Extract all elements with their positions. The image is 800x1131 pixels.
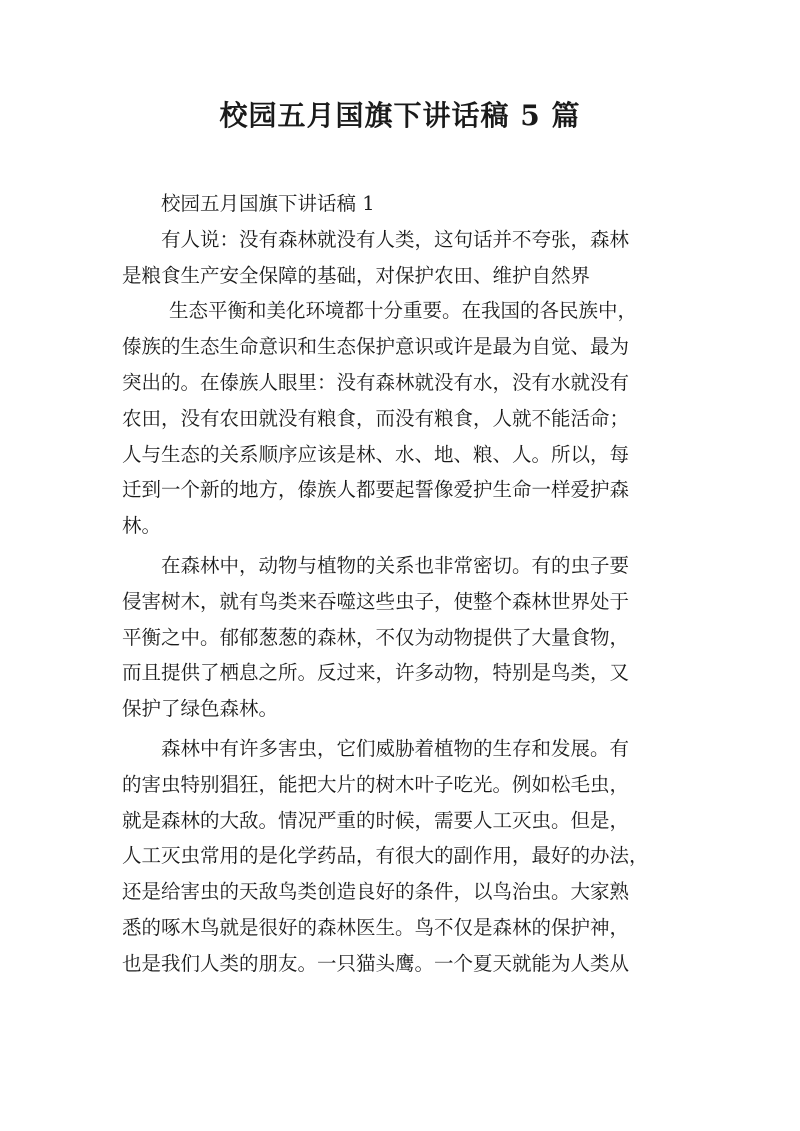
paragraph-line: 傣族的生态生命意识和生态保护意识或许是最为自觉、最为 [122, 335, 630, 359]
paragraph-1 [122, 222, 684, 294]
section-heading [122, 186, 684, 222]
paragraph-line: 侵害树木，就有鸟类来吞噬这些虫子，使整个森林世界处于 [122, 589, 630, 613]
paragraph-line: 林。 [122, 514, 162, 538]
paragraph-line: 迁到一个新的地方，傣族人都要起誓像爱护生命一样爱护森 [122, 478, 630, 502]
document-title: 校园五月国旗下讲话稿 5 篇 [219, 99, 581, 132]
paragraph-line: 人与生态的关系顺序应该是林、水、地、粮、人。所以，每 [122, 442, 630, 466]
paragraph-line: 的害虫特别猖狂，能把大片的树木叶子吃光。例如松毛虫， [122, 772, 630, 796]
document-body [122, 186, 684, 982]
paragraph-line: 平衡之中。郁郁葱葱的森林，不仅为动物提供了大量食物， [122, 625, 630, 649]
paragraph-line: 而且提供了栖息之所。反过来，许多动物，特别是鸟类，又 [122, 661, 630, 685]
paragraph-line: 就是森林的大敌。情况严重的时候，需要人工灭虫。但是， [122, 808, 630, 832]
paragraph-3 [122, 548, 684, 727]
paragraph-line: 保护了绿色森林。 [122, 697, 279, 721]
paragraph-4 [122, 731, 684, 982]
paragraph-line: 是粮食生产安全保障的基础，对保护农田、维护自然界 [122, 263, 591, 287]
paragraph-line: 森林中有许多害虫，它们威胁着植物的生存和发展。有 [161, 736, 630, 760]
paragraph-2 [122, 293, 684, 544]
paragraph-line: 生态平衡和美化环境都十分重要。在我国的各民族中， [169, 299, 638, 323]
paragraph-line: 悉的啄木鸟就是很好的森林医生。鸟不仅是森林的保护神， [122, 915, 630, 939]
paragraph-line: 有人说：没有森林就没有人类，这句话并不夸张，森林 [161, 227, 630, 251]
paragraph-line: 农田，没有农田就没有粮食，而没有粮食，人就不能活命； [122, 406, 630, 430]
paragraph-line: 还是给害虫的天敌鸟类创造良好的条件，以鸟治虫。大家熟 [122, 880, 630, 904]
paragraph-line: 也是我们人类的朋友。一只猫头鹰。一个夏天就能为人类从 [122, 951, 630, 975]
paragraph-line: 在森林中，动物与植物的关系也非常密切。有的虫子要 [161, 553, 630, 577]
paragraph-line: 人工灭虫常用的是化学药品，有很大的副作用，最好的办法， [122, 844, 649, 868]
paragraph-line: 突出的。在傣族人眼里：没有森林就没有水，没有水就没有 [122, 370, 630, 394]
section-heading-text: 校园五月国旗下讲话稿 1 [161, 192, 375, 215]
